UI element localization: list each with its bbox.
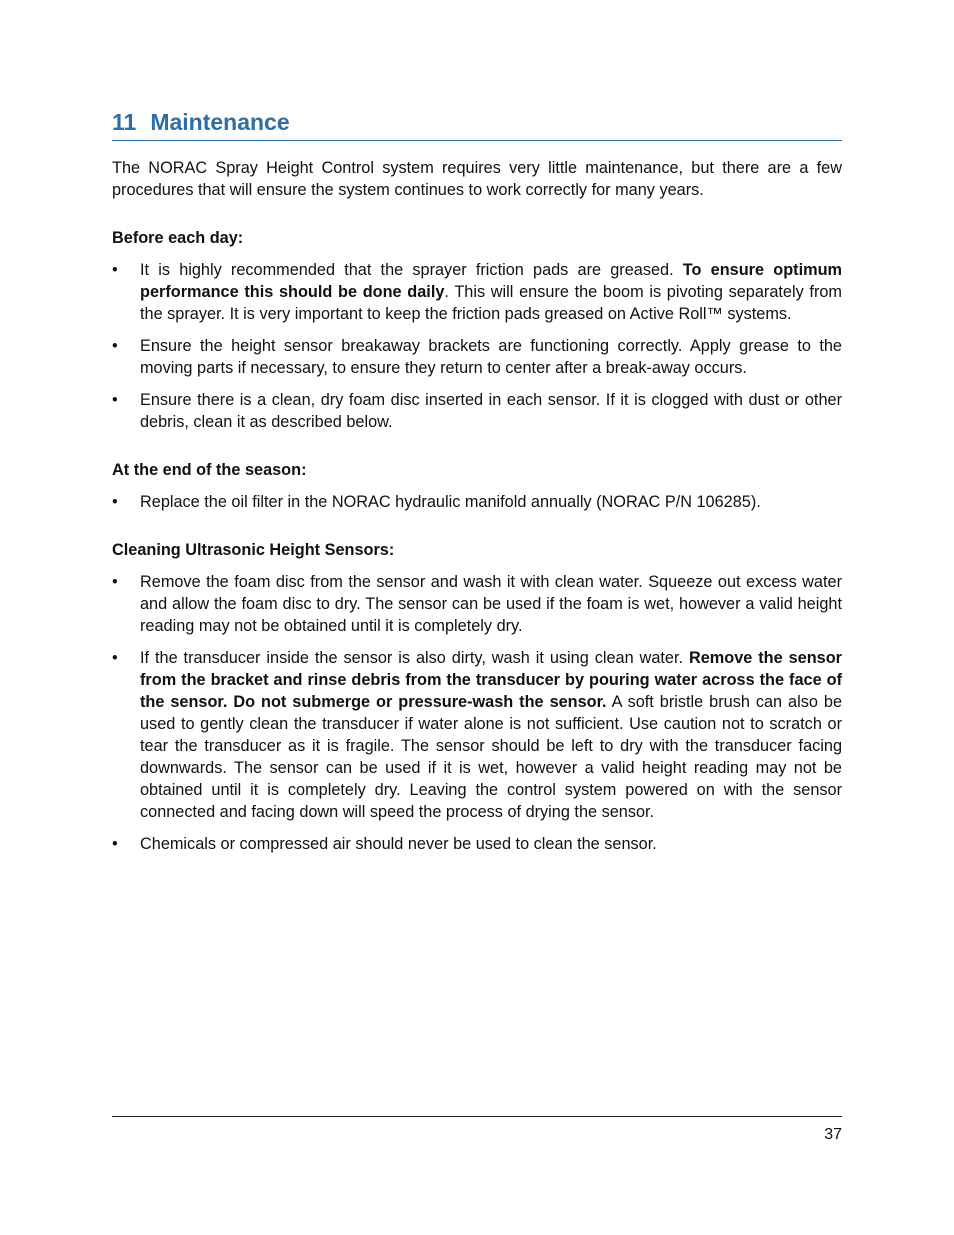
bullet-icon: • — [112, 261, 118, 279]
section-heading — [112, 108, 842, 141]
bullet-icon: • — [112, 835, 118, 853]
item-text: Remove the foam disc from the sensor and wash it with clean water. Squeeze out excess water and allow the foam disc to dry. The sensor can be used if the foam is wet, however a valid height reading may not be obtained until it is completely dry. — [140, 573, 842, 635]
list-item — [112, 571, 842, 637]
bullet-icon: • — [112, 493, 118, 511]
subheading-end-of-season: At the end of the season: — [112, 461, 307, 479]
bullet-icon: • — [112, 649, 118, 667]
intro-paragraph: The NORAC Spray Height Control system requires very little maintenance, but there are a few procedures that will ensure the system continues to work correctly for many years. — [112, 159, 842, 199]
list-item — [112, 491, 842, 513]
bullet-icon: • — [112, 573, 118, 591]
before-each-day-section — [112, 227, 842, 433]
footer-divider — [112, 1116, 842, 1117]
end-of-season-section — [112, 459, 842, 513]
list-item — [112, 647, 842, 823]
item-text: If the transducer inside the sensor is also dirty, wash it using clean water. — [140, 649, 689, 667]
page-number: 37 — [824, 1126, 842, 1143]
section-number: 11 — [112, 109, 137, 135]
item-bold-text: To ensure optimum performance this should be done daily — [140, 261, 842, 301]
subheading-before-each-day: Before each day: — [112, 229, 244, 247]
list-item — [112, 335, 842, 379]
list-item — [112, 389, 842, 433]
main-content — [112, 157, 842, 865]
section-title: Maintenance — [150, 109, 290, 135]
item-text: Ensure there is a clean, dry foam disc inserted in each sensor. If it is clogged with dust or other debris, clean it as described below. — [140, 391, 842, 431]
item-bold-text: Remove the sensor from the bracket and rinse debris from the transducer by pouring water across the face of the sensor. Do not submerge or pressure-wash the sensor. — [140, 649, 842, 711]
item-text: A soft bristle brush can also be used to gently clean the transducer if water alone is not sufficient. Use caution not to scratch or tear the transducer as it is fragile. The sensor should be left to dry with the transducer facing downwards. The sensor can be used if it is wet, however a valid height reading may not be obtained until it is completely dry. Leaving the control system powered on with the sensor connected and facing down will speed the process of drying the sensor. — [140, 693, 842, 821]
bullet-icon: • — [112, 391, 118, 409]
cleaning-section — [112, 539, 842, 855]
item-text: Replace the oil filter in the NORAC hydraulic manifold annually (NORAC P/N 106285). — [140, 493, 761, 511]
item-text: Chemicals or compressed air should never be used to clean the sensor. — [140, 835, 657, 853]
bullet-list — [112, 571, 842, 855]
item-text: Ensure the height sensor breakaway brackets are functioning correctly. Apply grease to the moving parts if necessary, to ensure they return to center after a break-away occurs. — [140, 337, 842, 377]
list-item — [112, 833, 842, 855]
bullet-icon: • — [112, 337, 118, 355]
bullet-list — [112, 259, 842, 433]
list-item — [112, 259, 842, 325]
item-text: It is highly recommended that the sprayer friction pads are greased. — [140, 261, 683, 279]
bullet-list — [112, 491, 842, 513]
item-text: . This will ensure the boom is pivoting separately from the sprayer. It is very important to keep the friction pads greased on Active Roll™ systems. — [140, 283, 842, 323]
subheading-cleaning: Cleaning Ultrasonic Height Sensors: — [112, 541, 395, 559]
